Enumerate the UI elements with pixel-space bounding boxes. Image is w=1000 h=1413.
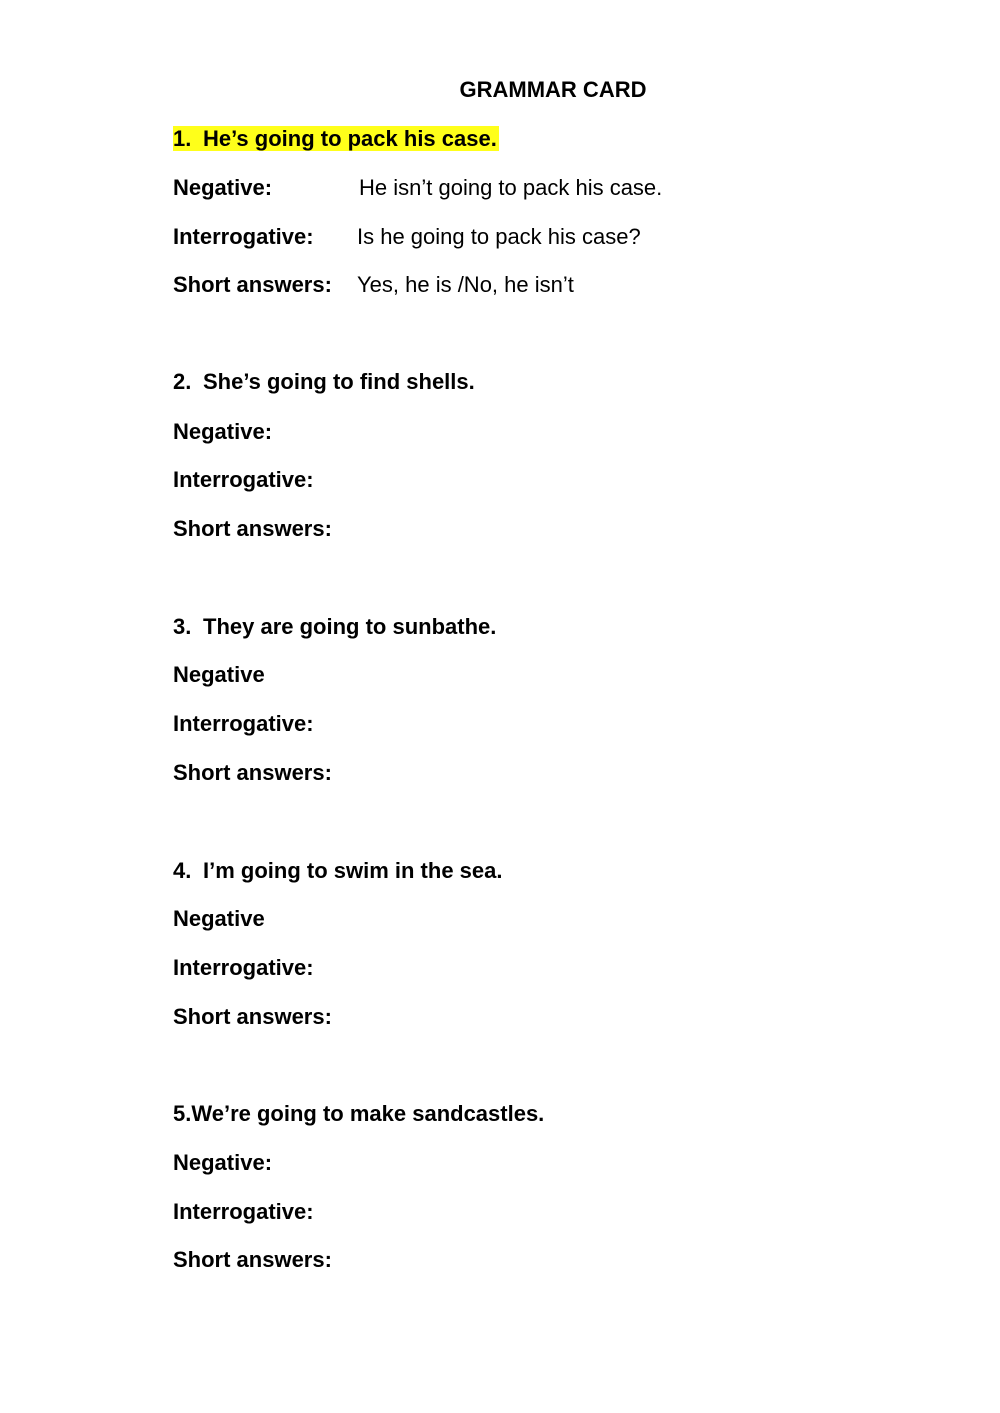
- short-answers-row-4: [173, 1003, 332, 1031]
- negative-row-5: [173, 1149, 272, 1177]
- interrogative-row-2: [173, 466, 314, 494]
- interrogative-answer: Is he going to pack his case?: [357, 224, 641, 249]
- question-sentence: They are going to sunbathe.: [203, 614, 497, 639]
- interrogative-row-4: [173, 954, 314, 982]
- negative-label: Negative:: [173, 419, 273, 444]
- question-sentence: She’s going to find shells.: [203, 369, 475, 394]
- question-1: [173, 125, 499, 153]
- interrogative-label: Interrogative:: [173, 711, 314, 736]
- short-answers-label: Short answers:: [173, 760, 332, 785]
- question-sentence: He’s going to pack his case.: [203, 126, 497, 151]
- negative-answer: He isn’t going to pack his case.: [359, 175, 663, 200]
- interrogative-label: Interrogative:: [173, 467, 314, 492]
- short-answers-label: Short answers:: [173, 272, 332, 297]
- question-sentence: I’m going to swim in the sea.: [203, 858, 503, 883]
- page-title: GRAMMAR CARD: [459, 77, 647, 102]
- interrogative-row-1: [173, 223, 641, 251]
- negative-label: Negative:: [173, 175, 273, 200]
- short-answers-label: Short answers:: [173, 516, 332, 541]
- short-answers-row-2: [173, 515, 332, 543]
- interrogative-row-3: [173, 710, 314, 738]
- short-answers-label: Short answers:: [173, 1004, 332, 1029]
- question-2: [173, 368, 475, 396]
- question-number: 1.: [173, 126, 192, 151]
- negative-row-1: [173, 174, 663, 202]
- question-number: 2.: [173, 369, 192, 394]
- short-answers-row-1: [173, 271, 574, 299]
- question-number: 3.: [173, 614, 192, 639]
- question-number: 5.: [173, 1101, 192, 1126]
- question-5: [173, 1100, 544, 1128]
- negative-label: Negative:: [173, 1150, 273, 1175]
- question-number: 4.: [173, 858, 192, 883]
- negative-row-3: [173, 661, 265, 689]
- question-sentence: We’re going to make sandcastles.: [191, 1101, 545, 1126]
- short-answers-label: Short answers:: [173, 1247, 332, 1272]
- short-answers-row-5: [173, 1246, 332, 1274]
- short-answers-row-3: [173, 759, 332, 787]
- question-3: [173, 613, 496, 641]
- interrogative-row-5: [173, 1198, 314, 1226]
- short-answers-answer: Yes, he is /No, he isn’t: [357, 272, 574, 297]
- interrogative-label: Interrogative:: [173, 955, 314, 980]
- negative-label: Negative: [173, 662, 265, 687]
- interrogative-label: Interrogative:: [173, 224, 314, 249]
- question-1-highlight: [173, 126, 499, 151]
- negative-label: Negative: [173, 906, 265, 931]
- question-4: [173, 857, 502, 885]
- interrogative-label: Interrogative:: [173, 1199, 314, 1224]
- negative-row-2: [173, 418, 272, 446]
- negative-row-4: [173, 905, 265, 933]
